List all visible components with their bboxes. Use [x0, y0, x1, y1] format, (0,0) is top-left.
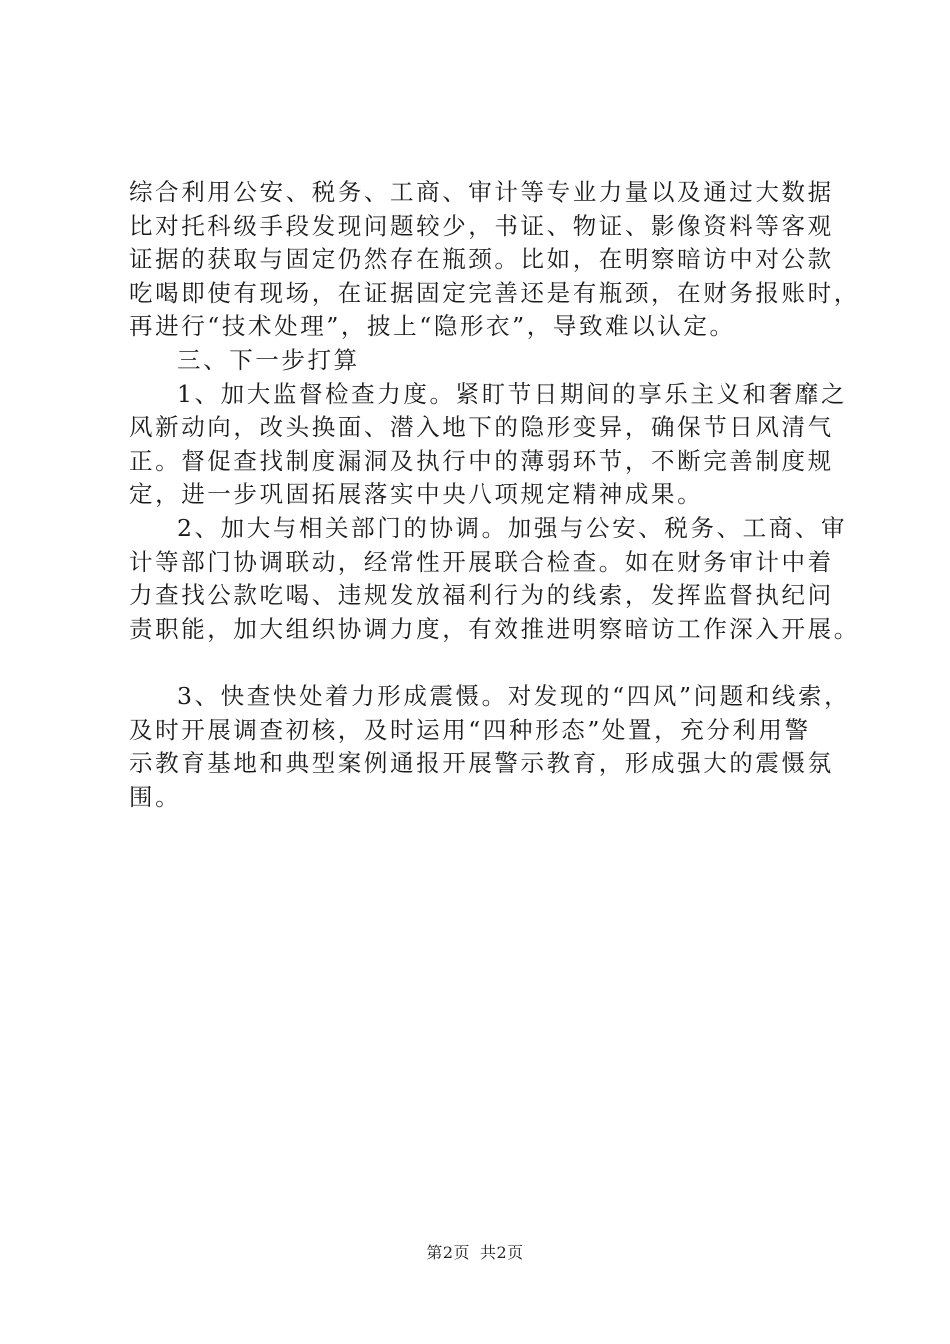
text-line: 证据的获取与固定仍然存在瓶颈。比如，在明察暗访中对公款	[129, 245, 834, 274]
text-line: 示教育基地和典型案例通报开展警示教育，形成强大的震慑氛	[129, 749, 834, 778]
document-body	[129, 176, 860, 814]
text-line: 综合利用公安、税务、工商、审计等专业力量以及通过大数据	[129, 178, 834, 206]
page-total: 共2页	[480, 1243, 524, 1262]
text-line: 责职能，加大组织协调力度，有效推进明察暗访工作深入开展。	[129, 614, 860, 643]
text-line: 正。督促查找制度漏洞及执行中的薄弱环节，不断完善制度规	[129, 446, 834, 475]
text-line: 2、加大与相关部门的协调。加强与公安、税务、工商、审	[177, 513, 848, 542]
page-footer	[0, 1242, 950, 1264]
text-line: 1、加大监督检查力度。紧盯节日期间的享乐主义和奢靡之	[177, 379, 848, 408]
text-line: 风新动向，改头换面、潜入地下的隐形变异，确保节日风清气	[129, 413, 834, 442]
text-line: 比对托科级手段发现问题较少，书证、物证、影像资料等客观	[129, 211, 834, 240]
text-line: 吃喝即使有现场，在证据固定完善还是有瓶颈，在财务报账时，	[129, 278, 860, 307]
text-line: 围。	[129, 782, 182, 811]
paragraph-gap	[129, 646, 849, 680]
text-line: 力查找公款吃喝、违规发放福利行为的线索，发挥监督执纪问	[129, 581, 834, 610]
text-line: 3、快查快处着力形成震慑。对发现的“四风”问题和线索，	[177, 681, 851, 710]
text-line: 再进行“技术处理”，披上“隐形衣”，导致难以认定。	[129, 312, 736, 341]
text-line: 定，进一步巩固拓展落实中央八项规定精神成果。	[129, 480, 704, 509]
section-heading: 三、下一步打算	[177, 345, 360, 374]
text-line: 及时开展调查初核，及时运用“四种形态”处置，充分利用警	[129, 715, 811, 744]
text-line: 计等部门协调联动，经常性开展联合检查。如在财务审计中着	[129, 547, 834, 576]
page-number: 第2页	[426, 1243, 470, 1262]
